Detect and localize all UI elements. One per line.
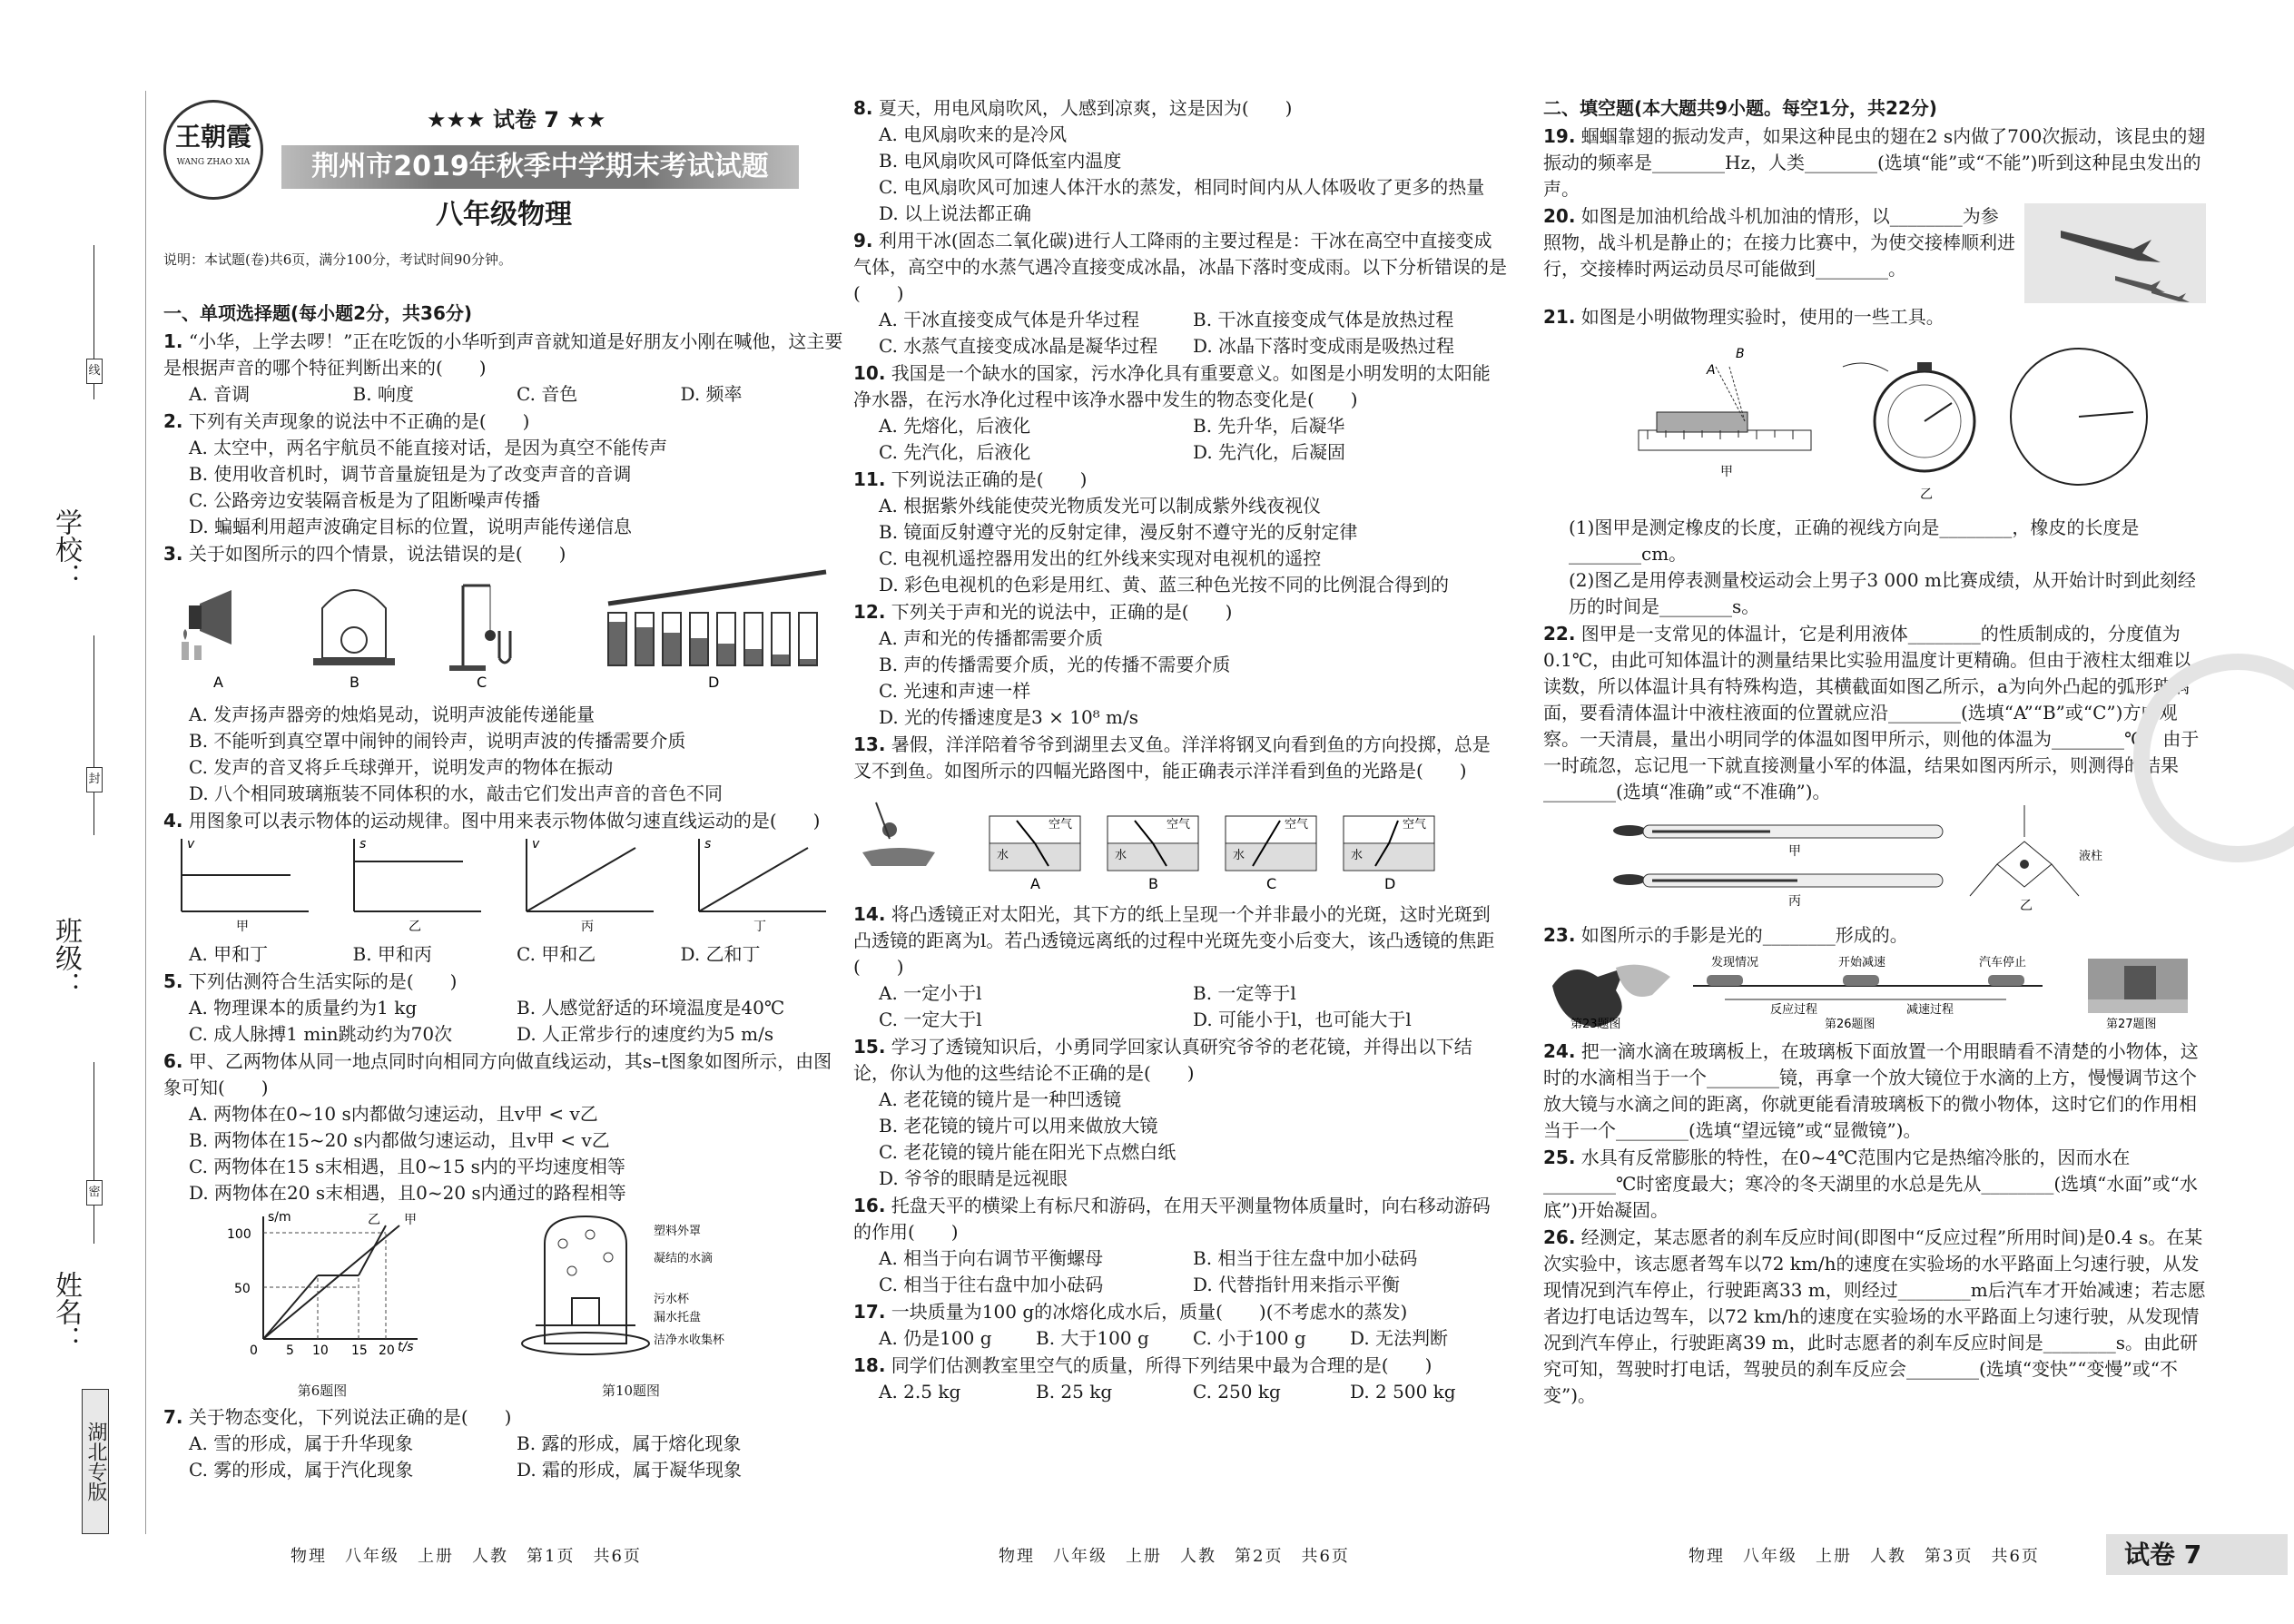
q4-graphs bbox=[163, 834, 835, 934]
svg-text:0: 0 bbox=[250, 1343, 258, 1358]
bottles-icon bbox=[608, 572, 826, 665]
svg-text:减速过程: 减速过程 bbox=[1906, 1003, 1954, 1017]
name-label: 姓名： bbox=[50, 1271, 82, 1353]
svg-text:空气: 空气 bbox=[1049, 818, 1073, 832]
thermometer-figure bbox=[1543, 805, 2197, 914]
ruler-icon bbox=[1639, 347, 1811, 479]
svg-text:乙: 乙 bbox=[1920, 487, 1933, 502]
q3-figure bbox=[163, 567, 835, 694]
svg-text:水: 水 bbox=[1233, 849, 1245, 862]
exam-note: 说明：本试题(卷)共6页，满分100分，考试时间90分钟。 bbox=[163, 251, 512, 268]
stopwatch-icon bbox=[1843, 349, 2147, 502]
tuning-fork-icon bbox=[449, 586, 510, 671]
svg-text:C: C bbox=[1266, 875, 1277, 892]
question-22: 22. 图甲是一支常见的体温计，它是利用液体________的性质制成的，分度值为0.1℃，由此可知体温计的测量结果比实验用温度计更精确。但由于液柱太细难以读数，所以体温计具有特殊构造，其横截面如图乙所示，a为向外凸起的弧形玻璃面，要看清体温计中液柱液面的位置就应沿________(选填“A”“B”或“C”)方向观察。一天清晨，量出小明同学的体温如图甲所示，则他的体温为________℃；由于一时疏忽，忘记甩一下就直接测量小军的体温，结果如图丙所示，则测得的结果________(选填“准确”或“不准确”)。 甲 丙 液柱 乙 bbox=[1543, 623, 2200, 913]
svg-text:B: B bbox=[1736, 347, 1745, 361]
question-10: 10. 我国是一个缺水的国家，污水净化具有重要意义。如图是小明发明的太阳能净水器，在污水净化过程中该净水器中发生的物态变化是( ) A. 先熔化，后液化 B. 先升华，后凝华 C. 先汽化，后液化 D. 先汽化，后凝固 bbox=[853, 362, 1491, 463]
question-16: 16. 托盘天平的横梁上有标尺和游码，在用天平测量物体质量时，向右移动游码的作用( ) A. 相当于向右调节平衡螺母 B. 相当于往左盘中加小砝码 C. 相当于往右盘中加小砝码 D. 代替指针用来指示平衡 bbox=[853, 1195, 1491, 1295]
seal-mark-feng: 封 bbox=[86, 767, 103, 792]
fisherman-icon bbox=[862, 802, 935, 866]
svg-text:B: B bbox=[350, 674, 359, 691]
column-2 bbox=[853, 95, 1507, 1406]
svg-text:乙: 乙 bbox=[2020, 899, 2033, 913]
svg-text:甲: 甲 bbox=[1720, 465, 1733, 479]
question-9: 9. 利用干冰(固态二氧化碳)进行人工降雨的主要过程是：干冰在高空中直接变成气体，高空中的水蒸气遇冷直接变成冰晶，冰晶下落时变成雨。以下分析错误的是( ) A. 干冰直接变成气体是升华过程 B. 干冰直接变成气体是放热过程 C. 水蒸气直接变成冰晶是凝华过程 D. 冰晶下落时变成雨是吸热过程 bbox=[853, 230, 1507, 357]
question-12: 12. 下列关于声和光的说法中，正确的是( ) A. 声和光的传播都需要介质 B. 声的传播需要介质，光的传播不需要介质 C. 光速和声速一样 D. 光的传播速度是3 × 10⁸ m/s bbox=[853, 601, 1233, 728]
question-14: 14. 将凸透镜正对太阳光，其下方的纸上呈现一个并非最小的光斑，这时光斑到凸透镜的距离为l。若凸透镜远离纸的过程中光斑先变小后变大，该凸透镜的焦距( ) A. 一定小于l B. 一定等于l C. 一定大于l D. 可能小于l，也可能大于l bbox=[853, 903, 1495, 1030]
question-5: 5. 下列估测符合生活实际的是( ) A. 物理课本的质量约为1 kg B. 人感觉舒适的环境温度是40℃ C. 成人脉搏1 min跳动约为70次 D. 人正常步行的速度约为5 m/s bbox=[163, 970, 785, 1045]
question-17: 17. 一块质量为100 g的冰熔化成水后，质量( )(不考虑水的蒸发) A. 仍是100 g B. 大于100 g C. 小于100 g D. 无法判断 bbox=[853, 1301, 1449, 1349]
svg-text:10: 10 bbox=[312, 1343, 329, 1358]
thermometer-icon bbox=[1613, 825, 1943, 838]
svg-text:丙: 丙 bbox=[1788, 894, 1801, 909]
svg-text:汽车停止: 汽车停止 bbox=[1979, 956, 2027, 969]
svg-text:A: A bbox=[1707, 363, 1716, 378]
svg-text:100: 100 bbox=[227, 1227, 251, 1242]
svg-text:s: s bbox=[359, 837, 367, 851]
svg-text:50: 50 bbox=[234, 1282, 251, 1296]
footer-page-1: 物理 八年级 上册 人教 第1页 共6页 bbox=[290, 1547, 642, 1566]
braking-diagram bbox=[1693, 955, 2043, 1017]
corner-paper-label: 试卷 7 bbox=[2106, 1534, 2288, 1575]
cross-section-icon bbox=[1970, 805, 2102, 913]
svg-text:发现情况: 发现情况 bbox=[1711, 956, 1759, 969]
svg-text:水: 水 bbox=[1115, 849, 1127, 862]
question-20: 20. 如图是加油机给战斗机加油的情形，以________为参照物，战斗机是静止的；在接力比赛中，为使交接棒顺利进行，交接棒时两运动员尽可能做到________。 bbox=[1543, 203, 2206, 303]
figure-10: 塑料外罩 凝结的水滴 污水杯 漏水托盘 洁净水收集杯 第10题图 bbox=[499, 1207, 763, 1404]
svg-text:第23题图: 第23题图 bbox=[1570, 1018, 1621, 1031]
figures-6-10 bbox=[163, 1207, 844, 1404]
svg-text:C: C bbox=[477, 674, 487, 691]
svg-text:反应过程: 反应过程 bbox=[1770, 1003, 1818, 1017]
svg-text:水: 水 bbox=[997, 849, 1009, 862]
thermometer-icon bbox=[1613, 874, 1943, 887]
publisher-logo: 王朝霞 WANG ZHAO XIA bbox=[163, 100, 263, 200]
svg-text:20: 20 bbox=[379, 1343, 395, 1358]
question-21: 21. 如图是小明做物理实验时，使用的一些工具。 A B 甲 乙 (1)图甲是测定橡皮的长度，正确的视线方向是________，橡皮的长度是________cm。 (2)图乙是用停表测量校运动会上男子3 000 m比赛成绩，从开始计时到此刻经历的时间是________s。 bbox=[1543, 306, 2196, 617]
svg-text:v: v bbox=[187, 837, 195, 851]
svg-text:乙: 乙 bbox=[368, 1213, 380, 1227]
frost-can-icon bbox=[2088, 959, 2188, 1013]
section-1-title: 一、单项选择题(每小题2分，共36分) bbox=[163, 302, 473, 324]
svg-text:第26题图: 第26题图 bbox=[1825, 1018, 1876, 1031]
question-19: 19. 蝈蝈靠翅的振动发声，如果这种昆虫的翅在2 s内做了700次振动，该昆虫的翅振动的频率是________Hz，人类________(选填“能”或“不能”)听到这种昆虫发出的声。 bbox=[1543, 125, 2206, 200]
svg-text:s: s bbox=[704, 837, 712, 851]
svg-text:洁净水收集杯: 洁净水收集杯 bbox=[654, 1334, 725, 1347]
question-11: 11. 下列说法正确的是( ) A. 根据紫外线能使荧光物质发光可以制成紫外线夜视仪 B. 镜面反射遵守光的反射定律，漫反射不遵守光的反射定律 C. 电视机遥控器用发出的红外线来实现对电视机的遥控 D. 彩色电视机的色彩是用红、黄、蓝三种色光按不同的比例混合得到的 bbox=[853, 468, 1450, 595]
question-18: 18. 同学们估测教室里空气的质量，所得下列结果中最为合理的是( ) A. 2.5 kg B. 25 kg C. 250 kg D. 2 500 kg bbox=[853, 1354, 1456, 1403]
question-2: 2. 下列有关声现象的说法中不正确的是( ) A. 太空中，两名宇航员不能直接对话，是因为真空不能传声 B. 使用收音机时，调节音量旋钮是为了改变声音的音调 C. 公路旁边安装隔音板是为了阻断噪声传播 D. 蝙蝠利用超声波确定目标的位置，说明声能传递信息 bbox=[163, 410, 668, 537]
svg-text:A: A bbox=[1030, 875, 1040, 892]
svg-text:乙: 乙 bbox=[409, 920, 421, 934]
school-label: 学校： bbox=[50, 508, 82, 590]
svg-text:B: B bbox=[1148, 875, 1158, 892]
question-1: 1. “小华，上学去啰！”正在吃饭的小华听到声音就知道是好朋友小刚在喊他，这主要是根据声音的哪个特征判断出来的( ) A. 音调 B. 响度 C. 音色 D. 频率 bbox=[163, 330, 843, 405]
svg-text:甲: 甲 bbox=[1788, 844, 1801, 859]
footer-page-3: 物理 八年级 上册 人教 第3页 共6页 bbox=[1689, 1547, 2040, 1566]
svg-text:丁: 丁 bbox=[753, 920, 766, 934]
svg-text:15: 15 bbox=[351, 1343, 368, 1358]
section-2-title: 二、填空题(本大题共9小题。每空1分，共22分) bbox=[1543, 97, 1937, 119]
question-7: 7. 关于物态变化，下列说法正确的是( ) A. 雪的形成，属于升华现象 B. 露的形成，属于熔化现象 C. 雾的形成，属于汽化现象 D. 霜的形成，属于凝华现象 bbox=[163, 1406, 743, 1481]
svg-text:t/s: t/s bbox=[398, 1340, 414, 1354]
figure-6: s/m 100 50 0 5 10 15 20 t/s 乙 甲 第6题图 bbox=[227, 1210, 417, 1399]
svg-text:凝结的水滴: 凝结的水滴 bbox=[654, 1252, 714, 1265]
column-1 bbox=[163, 295, 844, 1484]
svg-text:D: D bbox=[708, 674, 720, 691]
svg-text:开始减速: 开始减速 bbox=[1838, 956, 1886, 969]
svg-text:空气: 空气 bbox=[1167, 818, 1191, 832]
question-25: 25. 水具有反常膨胀的特性，在0~4℃范围内它是热缩冷胀的，因而水在________℃时密度最大；寒冷的冬天湖里的水总是先从________(选填“水面”或“水底”)开始凝固。 bbox=[1543, 1147, 2198, 1221]
column-3 bbox=[1543, 95, 2206, 1410]
seal-mark-xian: 线 bbox=[86, 359, 103, 384]
question-4: 4. 用图象可以表示物体的运动规律。图中用来表示物体做匀速直线运动的是( ) v s v s 甲 乙 丙 丁 A. 甲和丁 B. 甲和丙 C. 甲和乙 D. 乙和丁 bbox=[163, 808, 844, 968]
svg-text:甲: 甲 bbox=[404, 1213, 417, 1227]
svg-text:丙: 丙 bbox=[581, 920, 594, 934]
svg-text:水: 水 bbox=[1351, 849, 1364, 862]
figures-23-26-27 bbox=[1543, 950, 2197, 1031]
footer-page-2: 物理 八年级 上册 人教 第2页 共6页 bbox=[999, 1547, 1350, 1566]
question-8: 8. 夏天，用电风扇吹风，人感到凉爽，这是因为( ) A. 电风扇吹来的是冷风 B. 电风扇吹风可降低室内温度 C. 电风扇吹风可加速人体汗水的蒸发，相同时间内从人体吸收了更多的热量 D. 以上说法都正确 bbox=[853, 97, 1485, 224]
class-label: 班级： bbox=[50, 917, 82, 999]
q13-light-paths bbox=[853, 784, 1498, 893]
question-24: 24. 把一滴水滴在玻璃板上，在玻璃板下面放置一个用眼睛看不清楚的小物体，这时的水滴相当于一个________镜，再拿一个放大镜位于水滴的上方，慢慢调节这个放大镜与水滴之间的距离，你就更能看清玻璃板下的微小物体，这时它们的作用相当于一个________(选填“望远镜”或“显微镜”)。 bbox=[1543, 1040, 2199, 1141]
q21-figure bbox=[1543, 330, 2197, 507]
svg-text:A: A bbox=[213, 674, 223, 691]
bell-jar-icon bbox=[313, 590, 395, 665]
svg-text:污水杯: 污水杯 bbox=[654, 1293, 690, 1306]
question-13: 13. 暑假，洋洋陪着爷爷到湖里去叉鱼。洋洋将钢叉向看到鱼的方向投掷，总是叉不到鱼。如图所示的四幅光路图中，能正确表示洋洋看到鱼的光路是( ) 空气 水 空气 水 空气 水 空气 水 A B C D bbox=[853, 732, 1507, 901]
question-23: 23. 如图所示的手影是光的________形成的。 bbox=[1543, 924, 1908, 946]
svg-text:s/m: s/m bbox=[268, 1210, 291, 1225]
aircraft-refuel-photo bbox=[2024, 203, 2206, 303]
exam-title: 荆州市2019年秋季中学期末考试试题 bbox=[281, 145, 799, 189]
question-6: 6. 甲、乙两物体从同一地点同时向相同方向做直线运动，其s–t图象如图所示，由图象可知( ) A. 两物体在0~10 s内都做匀速运动，且v甲 < v乙 B. 两物体在15~20 s内都做匀速运动，且v甲 < v乙 C. 两物体在15 s末相遇，且0~15 s内的平均速度相等 D. 两物体在20 s末相遇，且0~20 s内通过的路程相等 bbox=[163, 1050, 832, 1204]
subject-title: 八年级物理 bbox=[436, 199, 572, 231]
svg-text:漏水托盘: 漏水托盘 bbox=[654, 1311, 702, 1324]
svg-text:v: v bbox=[532, 837, 540, 851]
svg-text:甲: 甲 bbox=[236, 920, 249, 934]
paper-label: ★★★ 试卷 7 ★★ bbox=[427, 107, 606, 133]
svg-text:液柱: 液柱 bbox=[2079, 850, 2103, 863]
question-26: 26. 经测定，某志愿者的刹车反应时间(即图中“反应过程”所用时间)是0.4 s。在某次实验中，该志愿者驾车以72 km/h的速度在实验场的水平路面上匀速行驶，从发现情况到汽车停止，行驶距离33 m，则经过________m后汽车才开始减速；若志愿者边打电话边驾车，以72 km/h的速度在实验场的水平路面上匀速行驶，从发现情况到汽车停止，行驶距离39 m，此时志愿者的刹车反应时间是________s。由此研究可知，驾驶时打电话，驾驶员的刹车反应会________(选填“变快”“变慢”或“不变”)。 bbox=[1543, 1226, 2206, 1406]
question-15: 15. 学习了透镜知识后，小勇同学回家认真研究爷爷的老花镜，并得出以下结论，你认为他的这些结论不正确的是( ) A. 老花镜的镜片是一种凹透镜 B. 老花镜的镜片可以用来做放大镜 C. 老花镜的镜片能在阳光下点燃白纸 D. 爷爷的眼睛是远视眼 bbox=[853, 1036, 1472, 1189]
svg-text:空气: 空气 bbox=[1403, 818, 1427, 832]
svg-text:空气: 空气 bbox=[1285, 818, 1309, 832]
svg-text:5: 5 bbox=[286, 1343, 294, 1358]
svg-text:塑料外罩: 塑料外罩 bbox=[654, 1225, 702, 1238]
speaker-icon bbox=[182, 590, 231, 660]
question-3: 3. 关于如图所示的四个情景，说法错误的是( ) A B C D A. 发声扬声器旁的烛焰晃动，说明声波能传递能量 B. 不能听到真空罩中闹钟的闹铃声，说明声波的传播需要介质 C. 发声的音叉将乒乓球弹开，说明发声的物体在振动 D. 八个相同玻璃瓶装不同体积的水，敲击它们发出声音的音色不同 bbox=[163, 541, 844, 807]
svg-text:第27题图: 第27题图 bbox=[2106, 1018, 2157, 1031]
seal-mark-mi: 密 bbox=[86, 1180, 103, 1206]
svg-text:D: D bbox=[1384, 875, 1396, 892]
region-badge: 湖北专版 bbox=[82, 1389, 109, 1534]
